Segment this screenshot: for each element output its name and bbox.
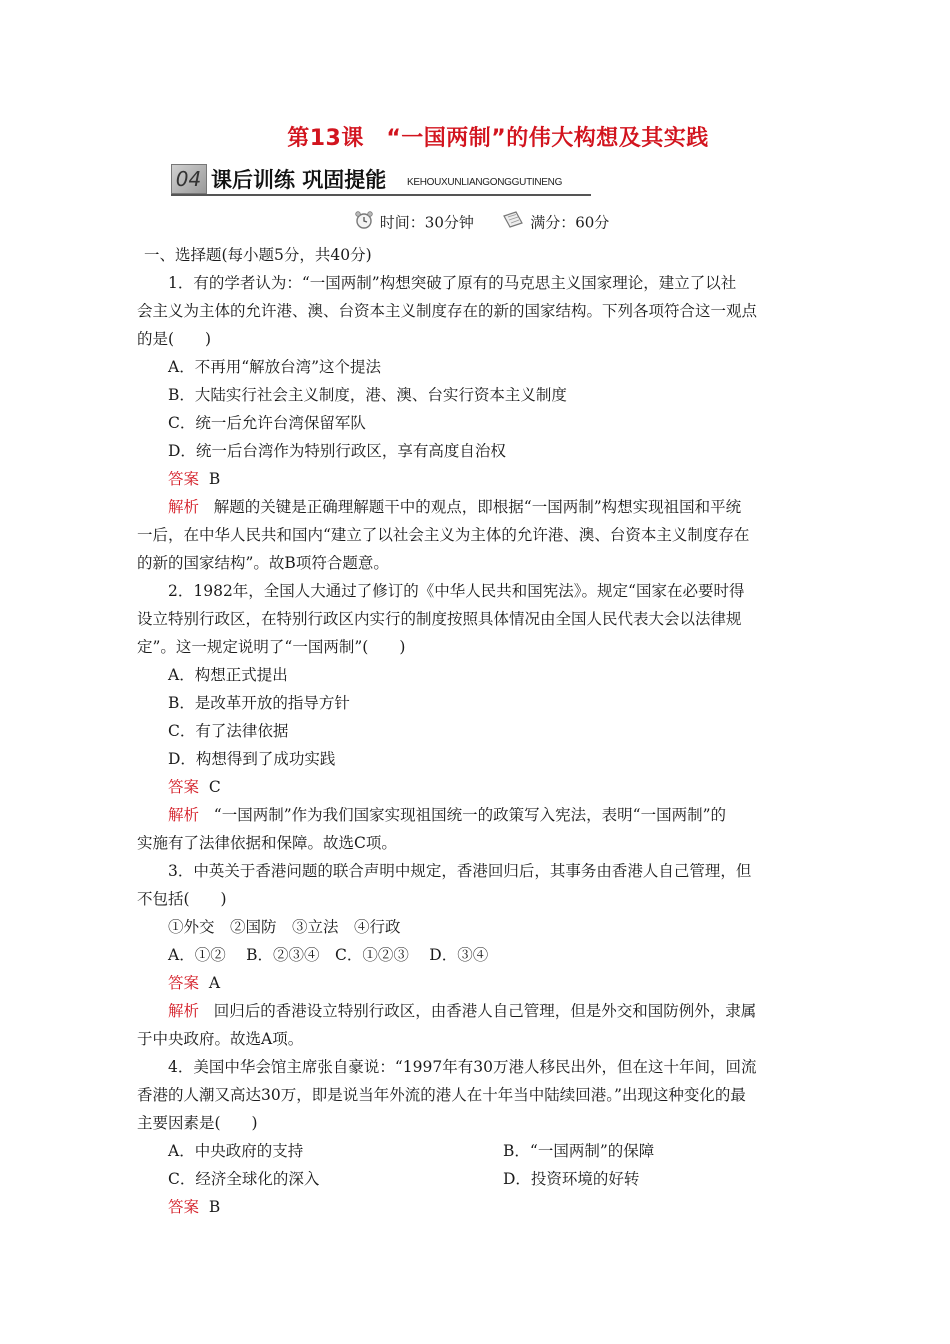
q1-stem-line: 1．有的学者认为：“一国两制”构想突破了原有的马克思主义国家理论，建立了以社 <box>168 274 737 292</box>
q3-explanation-line <box>168 999 756 1021</box>
q4-option-d: D．投资环境的好转 <box>503 1170 640 1188</box>
explanation-text: 回归后的香港设立特别行政区，由香港人自己管理，但是外交和国防例外，隶属 <box>213 1002 757 1020</box>
q4-stem-line: 4．美国中华会馆主席张自豪说：“1997年有30万港人移民出外，但在这十年间，回流 <box>168 1058 757 1076</box>
answer-value: C <box>208 778 221 796</box>
q2-stem-line: 定”。这一规定说明了“一国两制”( ) <box>137 638 406 656</box>
q3-answer <box>168 971 220 993</box>
banner-number: 04 <box>175 167 202 191</box>
q4-option-c: C．经济全球化的深入 <box>168 1170 320 1188</box>
q3-stem-line: 3．中英关于香港问题的联合声明中规定，香港回归后，其事务由香港人自己管理，但 <box>168 862 752 880</box>
explanation-label: 解析 <box>168 806 200 824</box>
full-score: 满分：60分 <box>530 213 610 232</box>
q4-option-a: A．中央政府的支持 <box>168 1142 304 1160</box>
answer-value: A <box>208 974 221 992</box>
answer-label: 答案 <box>168 1198 200 1216</box>
clock-icon <box>353 210 375 234</box>
q3-stem-line: 不包括( ) <box>137 890 227 908</box>
q2-answer <box>168 775 221 797</box>
section-heading: 一、选择题(每小题5分，共40分) <box>144 246 372 264</box>
q1-option-c: C．统一后允许台湾保留军队 <box>168 414 366 432</box>
lesson-title: 第13课 “一国两制”的伟大构想及其实践 <box>287 126 709 151</box>
section-banner <box>171 164 591 194</box>
answer-value: B <box>208 1198 221 1216</box>
answer-value: B <box>208 470 221 488</box>
q1-option-d: D．统一后台湾作为特别行政区，享有高度自治权 <box>168 442 506 460</box>
q4-stem-line: 主要因素是( ) <box>137 1114 258 1132</box>
answer-label: 答案 <box>168 470 200 488</box>
q1-explanation-line <box>168 495 741 517</box>
paper-icon <box>501 210 525 234</box>
q1-stem-line: 会主义为主体的允许港、澳、台资本主义制度存在的新的国家结构。下列各项符合这一观点 <box>137 302 758 320</box>
q3-explanation-line: 于中央政府。故选A项。 <box>137 1030 304 1048</box>
q3-options: A．①② B．②③④ C．①②③ D．③④ <box>168 946 489 964</box>
time-limit: 时间：30分钟 <box>379 213 474 232</box>
answer-label: 答案 <box>168 778 200 796</box>
q1-explanation-line: 一后，在中华人民共和国内“建立了以社会主义为主体的允许港、澳、台资本主义制度存在 <box>137 526 750 544</box>
q2-option-d: D．构想得到了成功实践 <box>168 750 336 768</box>
q2-explanation-line: 实施有了法律依据和保障。故选C项。 <box>137 834 397 852</box>
q1-option-a: A．不再用“解放台湾”这个提法 <box>168 358 382 376</box>
q2-explanation-line <box>168 803 726 825</box>
time-score-line <box>353 210 609 234</box>
q2-option-c: C．有了法律依据 <box>168 722 289 740</box>
q4-option-b: B．“一国两制”的保障 <box>503 1142 655 1160</box>
explanation-label: 解析 <box>168 498 200 516</box>
answer-label: 答案 <box>168 974 200 992</box>
q4-stem-line: 香港的人潮又高达30万，即是说当年外流的港人在十年当中陆续回港。”出现这种变化的最 <box>137 1086 746 1104</box>
banner-pinyin: KEHOUXUNLIANGONGGUTINENG <box>407 177 563 188</box>
explanation-text: 解题的关键是正确理解题干中的观点，即根据“一国两制”构想实现祖国和平统 <box>213 498 742 516</box>
banner-title: 课后训练 巩固提能 <box>211 168 387 192</box>
q3-items: ①外交 ②国防 ③立法 ④行政 <box>168 918 401 936</box>
q2-stem-line: 2．1982年，全国人大通过了修订的《中华人民共和国宪法》。规定“国家在必要时得 <box>168 582 745 600</box>
q1-answer <box>168 467 220 489</box>
q2-option-a: A．构想正式提出 <box>168 666 288 684</box>
q2-option-b: B．是改革开放的指导方针 <box>168 694 350 712</box>
q1-stem-line: 的是( ) <box>137 330 212 348</box>
q2-stem-line: 设立特别行政区，在特别行政区内实行的制度按照具体情况由全国人民代表大会以法律规 <box>137 610 742 628</box>
q4-answer <box>168 1195 220 1217</box>
banner-rule <box>171 194 591 196</box>
explanation-text: “一国两制”作为我们国家实现祖国统一的政策写入宪法，表明“一国两制”的 <box>213 806 726 824</box>
q1-explanation-line: 的新的国家结构”。故B项符合题意。 <box>137 554 389 572</box>
q1-option-b: B．大陆实行社会主义制度，港、澳、台实行资本主义制度 <box>168 386 567 404</box>
explanation-label: 解析 <box>168 1002 200 1020</box>
